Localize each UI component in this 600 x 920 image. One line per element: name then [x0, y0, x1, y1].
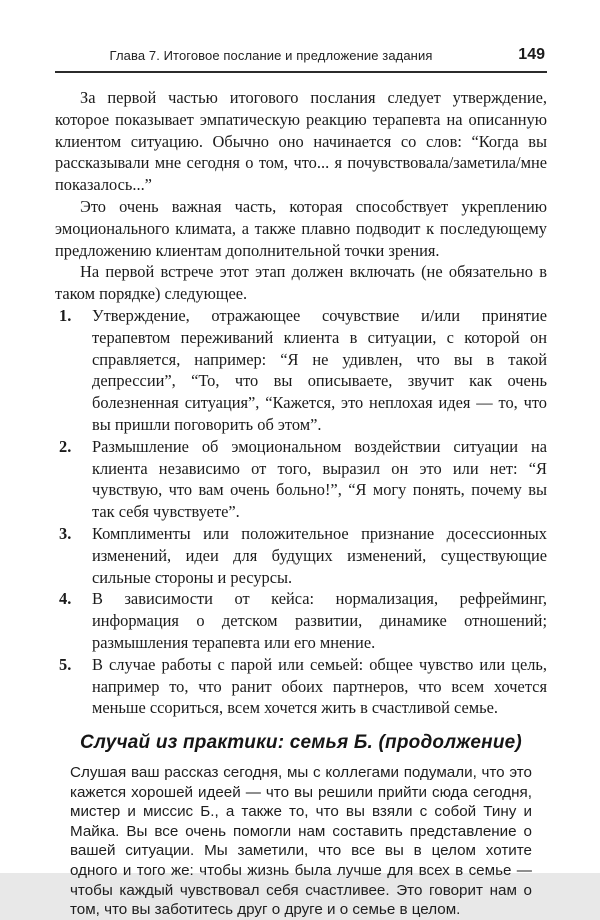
intro-paragraph: За первой частью итогового послания следует утверждение, которое показывает эмпатическую реакцию терапевта на описанную клиентом ситуацию. Обычно оно начинается со слов: “Когда вы рассказывали мне сегодня о том, что... я почувствовала/заметила/мне показалось...” [55, 88, 547, 195]
page-number: 149 [518, 46, 545, 63]
list-item [55, 654, 547, 719]
main-text-block [55, 87, 547, 719]
item-number: 3. [59, 523, 72, 543]
numbered-list [55, 305, 547, 719]
item-text: В случае работы с парой или семьей: общее чувство или цель, например то, что ранит обоих партнеров, что всем хочется меньше ссориться, всем хочется жить в счастливой семье. [92, 654, 547, 718]
intro-paragraph: Это очень важная часть, которая способствует укреплению эмоционального климата, а также плавно подводит к последующему предложению клиентам дополнительной точки зрения. [55, 196, 547, 260]
item-number: 1. [59, 305, 72, 325]
item-number: 2. [59, 436, 72, 456]
item-number: 4. [59, 589, 72, 609]
page-content [55, 48, 547, 920]
list-item [55, 588, 547, 653]
case-study-paragraph: Слушая ваш рассказ сегодня, мы с коллегами подумали, что это кажется хорошей идеей — что вы решили прийти сюда сегодня, мистер и миссис Б., а также то, что вы взяли с собой Тину и Майка. Вы все очень помогли нам составить представление о вашей ситуации. Мы заметили, что все вы в целом хотите одного и того же: чтобы жизнь была лучше для всех в семье — чтобы каждый чувствовал себя счастливее. Это говорит нам о том, что вы заботитесь друг о друге и о семье в целом. [70, 764, 532, 919]
list-item [55, 523, 547, 588]
list-item [55, 436, 547, 523]
list-item [55, 305, 547, 436]
item-text: Утверждение, отражающее сочувствие и/или принятие терапевтом переживаний клиента в ситуации, с которой он справляется, например: “Я не удивлен, что вы в такой депрессии”, “То, что вы описываете, звучит как очень болезненная ситуация”, “Кажется, это неплохая идея — то, что вы пришли поговорить об этом”. [92, 305, 547, 434]
running-head [55, 48, 547, 73]
intro-paragraph: На первой встрече этот этап должен включать (не обязательно в таком порядке) следующее. [55, 262, 547, 304]
case-study-heading: Случай из практики: семья Б. (продолжение) [80, 732, 522, 754]
item-number: 5. [59, 654, 72, 674]
item-text: Размышление об эмоциональном воздействии ситуации на клиента независимо от того, выразил он это или нет: “Я чувствую, что вам очень больно!”, “Я могу понять, почему вы так себя чувствуете”. [92, 436, 547, 522]
chapter-title: Глава 7. Итоговое послание и предложение задания [109, 48, 433, 63]
item-text: Комплименты или положительное признание досессионных изменений, идеи для будущих изменений, существующие сильные стороны и ресурсы. [92, 523, 547, 587]
item-text: В зависимости от кейса: нормализация, рефрейминг, информация о детском развитии, динамике отношений; размышления терапевта или его мнение. [92, 589, 547, 652]
